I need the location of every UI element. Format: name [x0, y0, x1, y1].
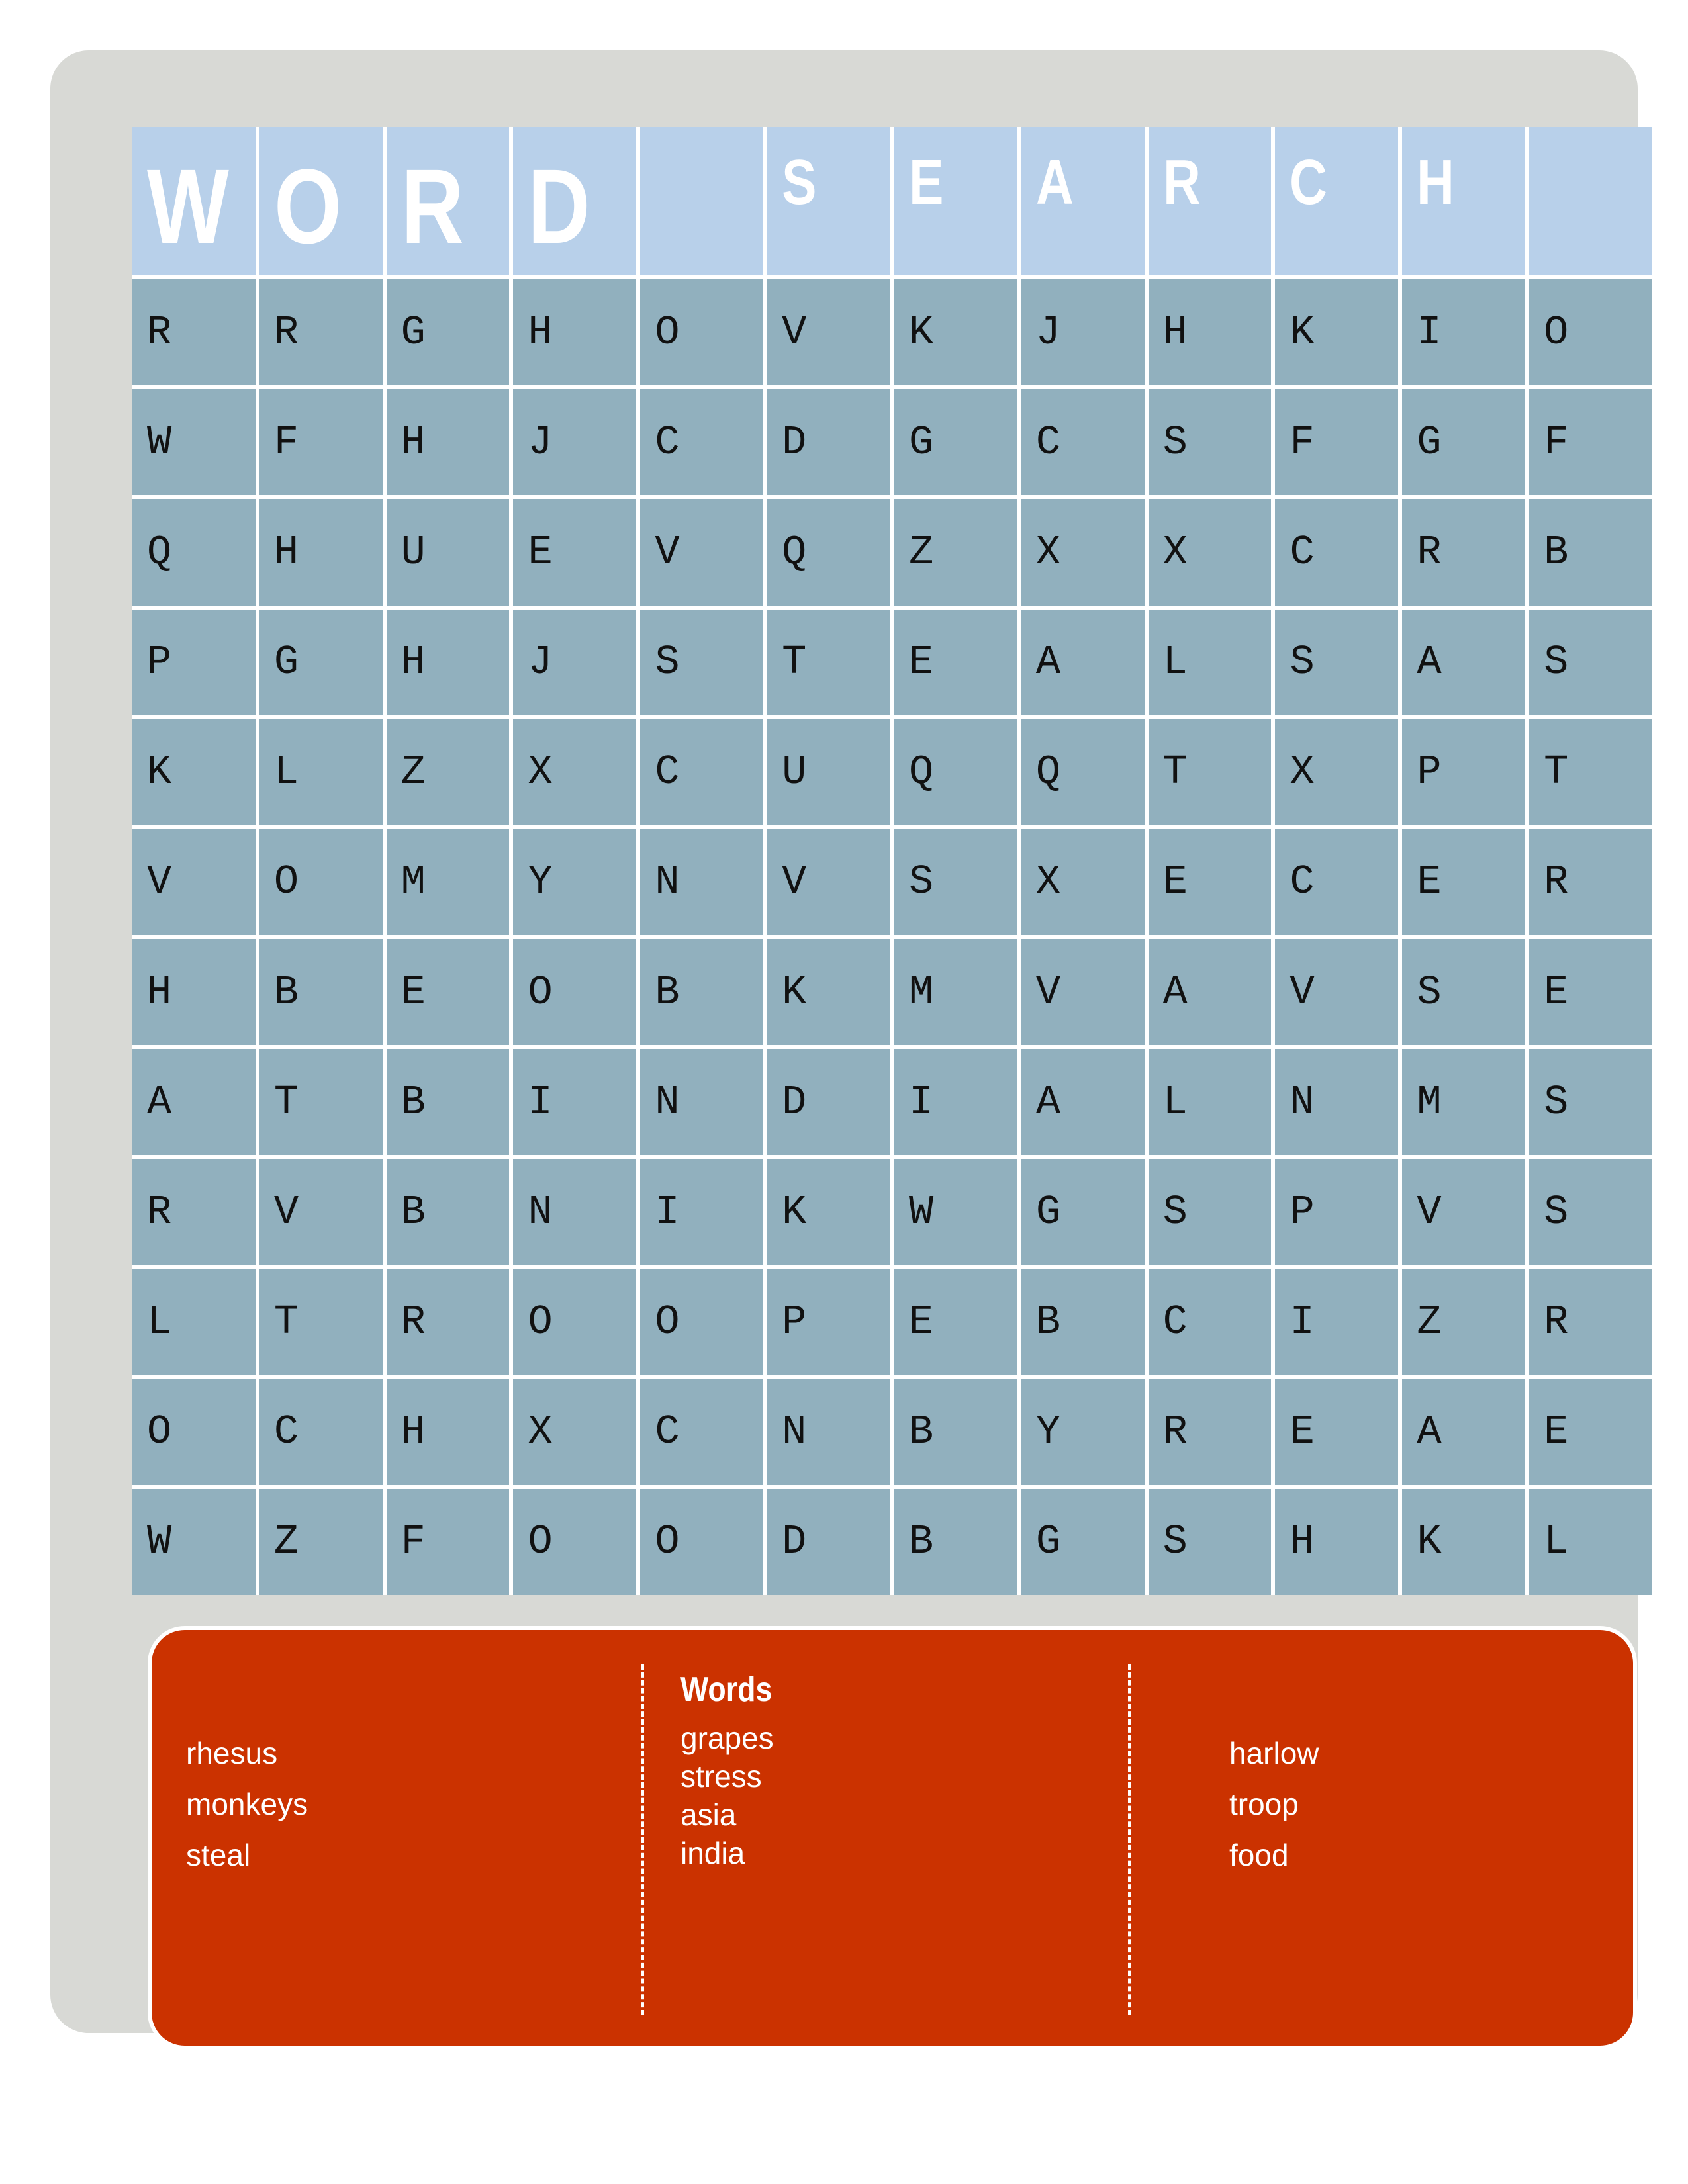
grid-letter-cell[interactable]: P	[132, 610, 256, 715]
grid-letter-cell[interactable]: V	[640, 499, 763, 605]
grid-letter-cell[interactable]: O	[1529, 279, 1652, 385]
grid-letter-cell[interactable]: L	[1149, 1049, 1272, 1155]
header-letter: R	[1162, 147, 1201, 218]
grid-letter-cell[interactable]: H	[132, 939, 256, 1045]
grid-letter-cell[interactable]: C	[640, 389, 763, 495]
grid-letter-cell[interactable]: T	[1529, 719, 1652, 825]
word-list-column-3	[1229, 1728, 1319, 1881]
header-letter-cell	[1402, 127, 1525, 275]
grid-letter-cell[interactable]: Z	[387, 719, 510, 825]
header-letter: H	[1417, 147, 1455, 218]
grid-letter-cell[interactable]: T	[767, 610, 890, 715]
word-list-item: food	[1229, 1838, 1289, 1872]
grid-letter-cell[interactable]: F	[259, 389, 383, 495]
word-list-item: asia	[680, 1797, 737, 1832]
grid-letter-cell[interactable]: N	[640, 1049, 763, 1155]
grid-letter-cell[interactable]: A	[1021, 1049, 1145, 1155]
grid-letter-cell[interactable]: B	[387, 1049, 510, 1155]
grid-letter-cell[interactable]: S	[1149, 389, 1272, 495]
puzzle-frame	[50, 50, 1638, 2033]
header-letter: O	[273, 147, 342, 265]
grid-letter-cell[interactable]: X	[1021, 829, 1145, 935]
grid-letter-cell[interactable]: E	[1402, 829, 1525, 935]
grid-letter-cell[interactable]: W	[132, 389, 256, 495]
grid-letter-cell[interactable]: H	[387, 1379, 510, 1485]
grid-letter-cell[interactable]: C	[1275, 499, 1398, 605]
grid-letter-cell[interactable]: S	[1529, 610, 1652, 715]
grid-letter-cell[interactable]: U	[767, 719, 890, 825]
grid-letter-cell[interactable]: Y	[513, 829, 636, 935]
grid-letter-cell[interactable]: O	[132, 1379, 256, 1485]
header-letter-cell	[1529, 127, 1652, 275]
header-letter-cell	[1021, 127, 1145, 275]
grid-letter-cell[interactable]: B	[259, 939, 383, 1045]
header-letter: E	[908, 147, 944, 218]
grid-letter-cell[interactable]: E	[387, 939, 510, 1045]
grid-letter-cell[interactable]: Z	[894, 499, 1017, 605]
grid-letter-cell[interactable]: O	[513, 1269, 636, 1375]
grid-letter-cell[interactable]: E	[1275, 1379, 1398, 1485]
grid-letter-cell[interactable]: J	[1021, 279, 1145, 385]
header-letter: W	[147, 147, 229, 265]
grid-letter-cell[interactable]: S	[1402, 939, 1525, 1045]
grid-letter-cell[interactable]: R	[1149, 1379, 1272, 1485]
grid-letter-cell[interactable]: Q	[1021, 719, 1145, 825]
grid-letter-cell[interactable]: P	[1402, 719, 1525, 825]
header-letter-cell	[259, 127, 383, 275]
grid-letter-cell[interactable]: I	[894, 1049, 1017, 1155]
grid-letter-cell[interactable]: S	[1149, 1159, 1272, 1265]
grid-letter-cell[interactable]: X	[1021, 499, 1145, 605]
grid-letter-cell[interactable]: N	[1275, 1049, 1398, 1155]
grid-letter-cell[interactable]: K	[1275, 279, 1398, 385]
grid-letter-cell[interactable]: F	[387, 1489, 510, 1595]
grid-letter-cell[interactable]: O	[259, 829, 383, 935]
grid-letter-cell[interactable]: E	[1149, 829, 1272, 935]
grid-letter-cell[interactable]: V	[767, 279, 890, 385]
grid-letter-cell[interactable]: F	[1275, 389, 1398, 495]
grid-letter-cell[interactable]: K	[1402, 1489, 1525, 1595]
grid-letter-cell[interactable]: H	[513, 279, 636, 385]
word-search-grid	[132, 127, 1652, 1595]
grid-letter-cell[interactable]: L	[1149, 610, 1272, 715]
header-letter-cell	[894, 127, 1017, 275]
header-letter: A	[1035, 147, 1074, 218]
word-list-item: troop	[1229, 1787, 1299, 1821]
word-list-item: india	[680, 1836, 745, 1870]
grid-letter-cell[interactable]: J	[513, 389, 636, 495]
grid-letter-cell[interactable]: S	[894, 829, 1017, 935]
header-letter: S	[782, 147, 817, 218]
grid-letter-cell[interactable]: S	[1529, 1159, 1652, 1265]
grid-letter-cell[interactable]: Y	[1021, 1379, 1145, 1485]
grid-letter-cell[interactable]: I	[1402, 279, 1525, 385]
header-letter-cell	[640, 127, 763, 275]
grid-letter-cell[interactable]: I	[1275, 1269, 1398, 1375]
divider-left	[641, 1664, 644, 2015]
header-letter: D	[528, 147, 591, 265]
grid-letter-cell[interactable]: E	[894, 610, 1017, 715]
grid-letter-cell[interactable]: E	[1529, 1379, 1652, 1485]
word-list-column-1	[186, 1728, 308, 1881]
grid-letter-cell[interactable]: Q	[132, 499, 256, 605]
grid-letter-cell[interactable]: C	[1275, 829, 1398, 935]
grid-letter-cell[interactable]: N	[767, 1379, 890, 1485]
grid-letter-cell[interactable]: R	[1529, 829, 1652, 935]
grid-letter-cell[interactable]: A	[1402, 1379, 1525, 1485]
grid-letter-cell[interactable]: E	[894, 1269, 1017, 1375]
grid-letter-cell[interactable]: C	[1149, 1269, 1272, 1375]
grid-letter-cell[interactable]: G	[259, 610, 383, 715]
grid-letter-cell[interactable]: C	[259, 1379, 383, 1485]
grid-letter-cell[interactable]: G	[1021, 1489, 1145, 1595]
grid-letter-cell[interactable]: I	[640, 1159, 763, 1265]
header-letter: R	[400, 147, 464, 265]
word-list-column-2	[680, 1667, 787, 1872]
word-list-item: harlow	[1229, 1736, 1319, 1770]
grid-letter-cell[interactable]: Z	[1402, 1269, 1525, 1375]
grid-letter-cell[interactable]: G	[1402, 389, 1525, 495]
grid-letter-cell[interactable]: H	[1275, 1489, 1398, 1595]
grid-letter-cell[interactable]: I	[513, 1049, 636, 1155]
grid-letter-cell[interactable]: V	[1402, 1159, 1525, 1265]
grid-letter-cell[interactable]: B	[894, 1379, 1017, 1485]
grid-letter-cell[interactable]: R	[1402, 499, 1525, 605]
grid-letter-cell[interactable]: K	[132, 719, 256, 825]
grid-letter-cell[interactable]: A	[1149, 939, 1272, 1045]
grid-letter-cell[interactable]: L	[132, 1269, 256, 1375]
grid-letter-cell[interactable]: M	[387, 829, 510, 935]
grid-letter-cell[interactable]: A	[132, 1049, 256, 1155]
grid-letter-cell[interactable]: R	[259, 279, 383, 385]
word-list-title: Words	[680, 1670, 773, 1709]
grid-letter-cell[interactable]: T	[1149, 719, 1272, 825]
grid-letter-cell[interactable]: X	[513, 719, 636, 825]
word-list-panel	[148, 1626, 1637, 2050]
grid-letter-cell[interactable]: R	[387, 1269, 510, 1375]
grid-letter-cell[interactable]: N	[640, 829, 763, 935]
grid-letter-cell[interactable]: R	[1529, 1269, 1652, 1375]
grid-letter-cell[interactable]: O	[640, 279, 763, 385]
grid-letter-cell[interactable]: L	[1529, 1489, 1652, 1595]
grid-letter-cell[interactable]: V	[132, 829, 256, 935]
grid-letter-cell[interactable]: M	[1402, 1049, 1525, 1155]
grid-letter-cell[interactable]: A	[1402, 610, 1525, 715]
grid-letter-cell[interactable]: R	[132, 1159, 256, 1265]
grid-letter-cell[interactable]: V	[259, 1159, 383, 1265]
grid-letter-cell[interactable]: O	[513, 939, 636, 1045]
grid-letter-cell[interactable]: T	[259, 1049, 383, 1155]
grid-letter-cell[interactable]: V	[767, 829, 890, 935]
grid-letter-cell[interactable]: B	[640, 939, 763, 1045]
header-letter: C	[1289, 147, 1328, 218]
grid-letter-cell[interactable]: X	[513, 1379, 636, 1485]
word-list-item: steal	[186, 1838, 251, 1872]
grid-letter-cell[interactable]: T	[259, 1269, 383, 1375]
grid-letter-cell[interactable]: C	[640, 1379, 763, 1485]
header-letter-cell	[1149, 127, 1272, 275]
header-letter-cell	[387, 127, 510, 275]
grid-letter-cell[interactable]: S	[1275, 610, 1398, 715]
grid-letter-cell[interactable]: Q	[767, 499, 890, 605]
grid-letter-cell[interactable]: O	[640, 1489, 763, 1595]
word-list-item: rhesus	[186, 1736, 278, 1770]
grid-letter-cell[interactable]: P	[1275, 1159, 1398, 1265]
grid-letter-cell[interactable]: W	[894, 1159, 1017, 1265]
grid-letter-cell[interactable]: H	[259, 499, 383, 605]
grid-letter-cell[interactable]: Z	[259, 1489, 383, 1595]
grid-letter-cell[interactable]: F	[1529, 389, 1652, 495]
grid-letter-cell[interactable]: X	[1149, 499, 1272, 605]
grid-letter-cell[interactable]: A	[1021, 610, 1145, 715]
grid-letter-cell[interactable]: N	[513, 1159, 636, 1265]
grid-letter-cell[interactable]: K	[894, 279, 1017, 385]
word-list-item: monkeys	[186, 1787, 308, 1821]
grid-letter-cell[interactable]: E	[513, 499, 636, 605]
grid-letter-cell[interactable]: U	[387, 499, 510, 605]
grid-letter-cell[interactable]: G	[1021, 1159, 1145, 1265]
grid-letter-cell[interactable]: P	[767, 1269, 890, 1375]
word-list-item: grapes	[680, 1721, 774, 1755]
grid-letter-cell[interactable]: S	[1149, 1489, 1272, 1595]
grid-letter-cell[interactable]: V	[1021, 939, 1145, 1045]
grid-letter-cell[interactable]: B	[894, 1489, 1017, 1595]
grid-letter-cell[interactable]: J	[513, 610, 636, 715]
grid-letter-cell[interactable]: G	[387, 279, 510, 385]
header-letter-cell	[513, 127, 636, 275]
grid-letter-cell[interactable]: V	[1275, 939, 1398, 1045]
grid-letter-cell[interactable]: C	[640, 719, 763, 825]
grid-letter-cell[interactable]: O	[640, 1269, 763, 1375]
grid-letter-cell[interactable]: O	[513, 1489, 636, 1595]
grid-letter-cell[interactable]: K	[767, 1159, 890, 1265]
grid-letter-cell[interactable]: L	[259, 719, 383, 825]
grid-letter-cell[interactable]: C	[1021, 389, 1145, 495]
grid-letter-cell[interactable]: G	[894, 389, 1017, 495]
header-letter-cell	[1275, 127, 1398, 275]
grid-letter-cell[interactable]: S	[640, 610, 763, 715]
header-letter-cell	[767, 127, 890, 275]
divider-right	[1128, 1664, 1131, 2015]
word-list-item: stress	[680, 1759, 762, 1794]
grid-letter-cell[interactable]: S	[1529, 1049, 1652, 1155]
grid-letter-cell[interactable]: D	[767, 389, 890, 495]
grid-letter-cell[interactable]: Q	[894, 719, 1017, 825]
grid-letter-cell[interactable]: X	[1275, 719, 1398, 825]
grid-letter-cell[interactable]: H	[387, 389, 510, 495]
grid-letter-cell[interactable]: R	[132, 279, 256, 385]
grid-letter-cell[interactable]: B	[387, 1159, 510, 1265]
grid-letter-cell[interactable]: D	[767, 1489, 890, 1595]
grid-letter-cell[interactable]: W	[132, 1489, 256, 1595]
grid-letter-cell[interactable]: H	[387, 610, 510, 715]
grid-letter-cell[interactable]: E	[1529, 939, 1652, 1045]
header-letter-cell	[132, 127, 256, 275]
grid-letter-cell[interactable]: H	[1149, 279, 1272, 385]
grid-letter-cell[interactable]: D	[767, 1049, 890, 1155]
grid-letter-cell[interactable]: B	[1021, 1269, 1145, 1375]
grid-letter-cell[interactable]: M	[894, 939, 1017, 1045]
grid-letter-cell[interactable]: B	[1529, 499, 1652, 605]
grid-letter-cell[interactable]: K	[767, 939, 890, 1045]
